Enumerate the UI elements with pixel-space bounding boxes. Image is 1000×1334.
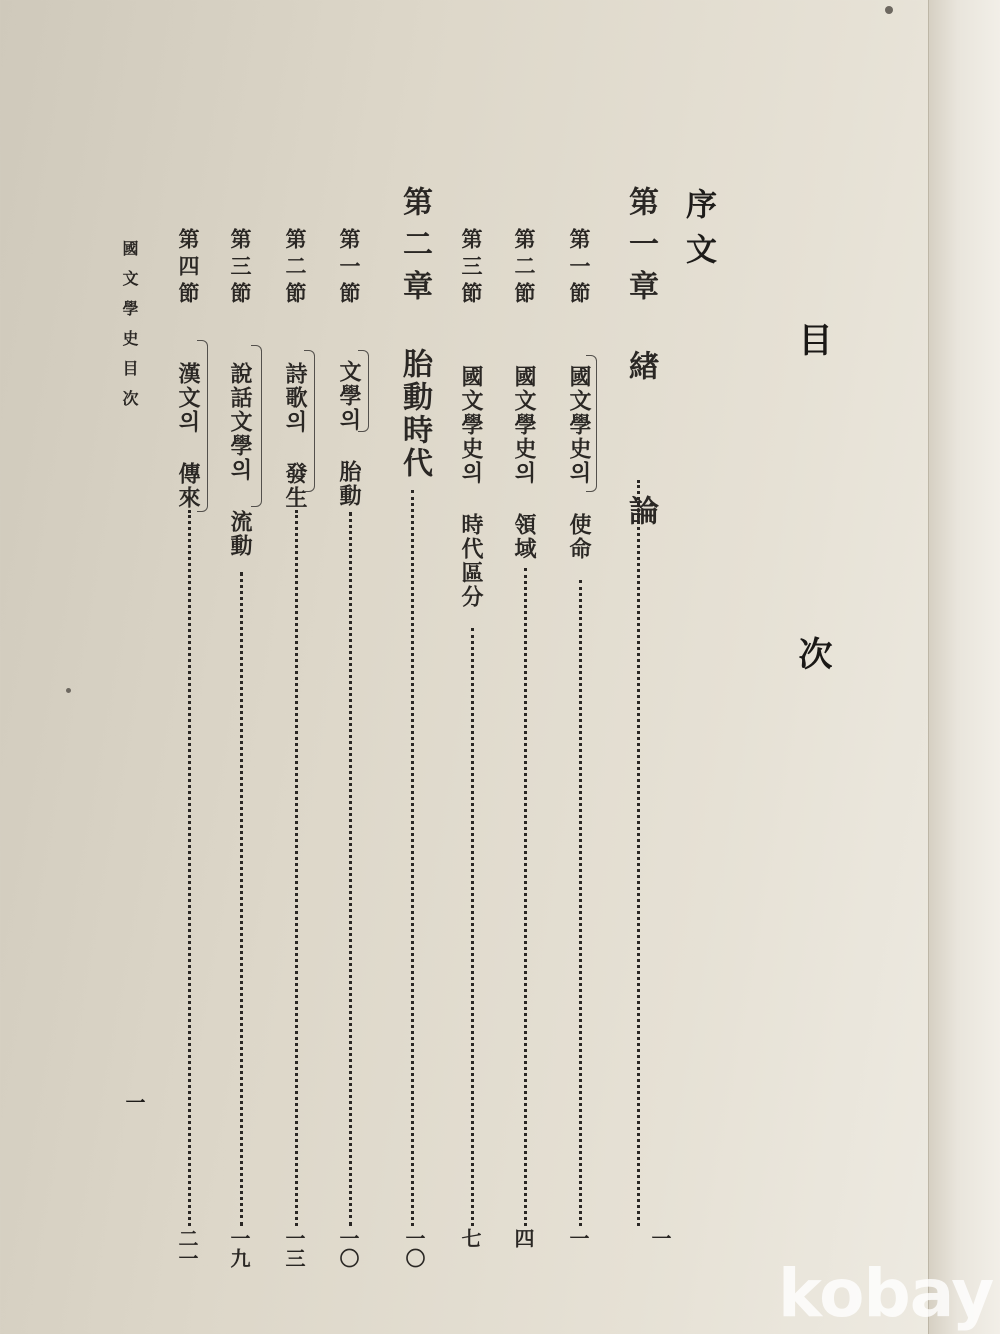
section-title: 說話文學의 流動 — [227, 362, 253, 558]
section-label: 第二節 — [512, 228, 537, 309]
section-leader — [349, 512, 352, 1226]
ink-bracket-mark — [586, 355, 597, 492]
chapter-2-section-3-entry[interactable] — [225, 0, 259, 1334]
chapter-2-entry[interactable] — [394, 0, 432, 1334]
section-page: 七 — [458, 1228, 482, 1248]
chapter-1-leader — [637, 480, 640, 1226]
section-title: 漢文의 傳來 — [175, 362, 201, 510]
section-title: 國文學史의 使命 — [566, 365, 592, 561]
paper-speck — [885, 6, 893, 14]
section-title: 文學의 胎動 — [336, 360, 362, 508]
chapter-1-title: 緖 論 — [623, 350, 658, 565]
section-label: 第一節 — [567, 228, 592, 309]
section-title: 詩歌의 發生 — [282, 362, 308, 510]
ink-bracket-mark — [358, 350, 369, 432]
chapter-2-label: 第二章 — [397, 186, 432, 312]
ink-bracket-mark — [251, 345, 262, 507]
paper-speck — [66, 688, 71, 693]
section-leader — [579, 580, 582, 1226]
section-label: 第三節 — [228, 228, 253, 309]
running-header: 國文學史目次 — [120, 240, 139, 420]
chapter-2-title: 胎動時代 — [397, 348, 432, 480]
section-page: 二一 — [175, 1228, 199, 1268]
facing-page-edge — [928, 0, 1000, 1334]
section-page: 一〇 — [336, 1228, 360, 1268]
section-page: 一 — [566, 1228, 590, 1248]
ink-bracket-mark — [304, 350, 315, 492]
section-label: 第三節 — [459, 228, 484, 309]
section-label: 第一節 — [337, 228, 362, 309]
page-folio: 一 — [122, 1092, 146, 1112]
toc-heading: 目 次 — [792, 322, 832, 790]
section-leader — [295, 510, 298, 1226]
chapter-2-section-1-entry[interactable] — [334, 0, 368, 1334]
chapter-2-leader — [411, 490, 414, 1226]
chapter-1-entry[interactable] — [620, 0, 672, 1334]
section-label: 第四節 — [176, 228, 201, 309]
section-page: 四 — [511, 1228, 535, 1248]
chapter-2-section-4-entry[interactable] — [173, 0, 207, 1334]
section-leader — [524, 568, 527, 1226]
chapter-1-section-1-entry[interactable] — [564, 0, 598, 1334]
preface-label: 序文 — [680, 188, 716, 278]
ink-bracket-mark — [197, 340, 208, 512]
section-page: 一九 — [227, 1228, 251, 1268]
section-label: 第二節 — [283, 228, 308, 309]
section-leader — [188, 510, 191, 1226]
section-page: 一三 — [282, 1228, 306, 1268]
chapter-2-page: 一〇 — [402, 1228, 426, 1268]
section-leader — [471, 628, 474, 1226]
section-title: 國文學史의 時代區分 — [458, 365, 484, 609]
chapter-2-section-2-entry[interactable] — [280, 0, 314, 1334]
section-leader — [240, 572, 243, 1226]
chapter-1-label: 第一章 — [623, 186, 658, 312]
chapter-1-section-3-entry[interactable] — [456, 0, 490, 1334]
section-title: 國文學史의 領域 — [511, 365, 537, 561]
chapter-1-section-2-entry[interactable] — [509, 0, 543, 1334]
chapter-1-page: 一 — [648, 1228, 672, 1248]
kobay-watermark: kobay — [778, 1255, 994, 1332]
